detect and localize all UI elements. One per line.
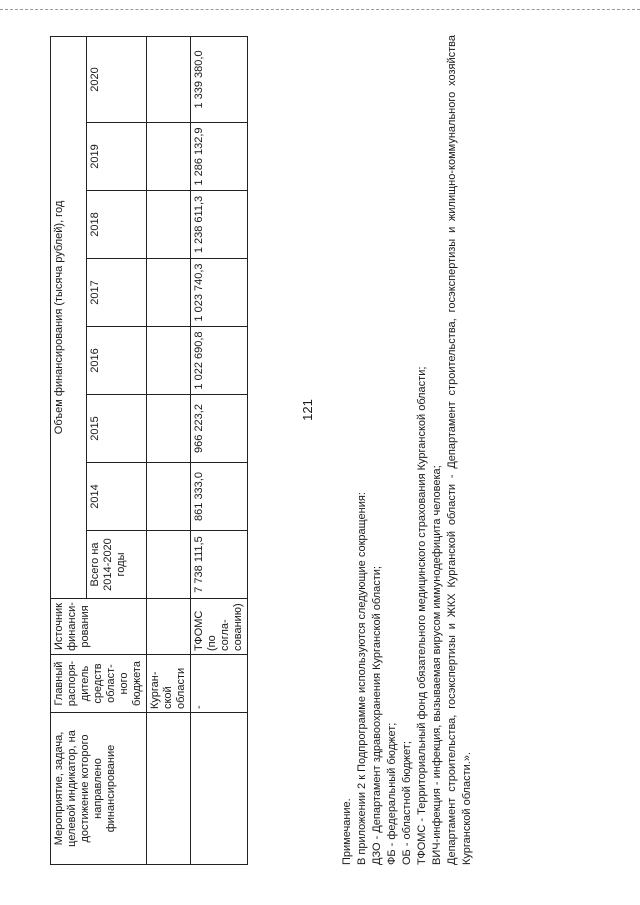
- table-cell: [147, 36, 191, 122]
- table-cell-value: 861 333,0: [191, 463, 248, 531]
- table-row: [147, 36, 191, 864]
- table-cell: [147, 259, 191, 327]
- header-year: 2018: [87, 191, 147, 259]
- header-year: 2017: [87, 259, 147, 327]
- notes-last: Департамент строительства, госэкспертизы и ЖКХ Курганской области - Департамент строительства, госэкспертизы и жилищно-коммунального хозяйства Курганской области.».: [446, 35, 473, 865]
- table-cell: [147, 713, 191, 865]
- header-year: 2016: [87, 327, 147, 395]
- table-cell: [147, 463, 191, 531]
- table-cell: [147, 327, 191, 395]
- table-cell: [147, 191, 191, 259]
- table-cell-value: 1 022 690,8: [191, 327, 248, 395]
- table-cell-value: 1 339 380,0: [191, 36, 248, 122]
- header-total: Всего на 2014-2020 годы: [87, 531, 147, 599]
- table-cell: -: [191, 655, 248, 713]
- notes-block: [340, 35, 475, 865]
- header-volume: Объем финансирования (тысяча рублей), год: [51, 36, 87, 598]
- header-manager: Главный распоря-дитель средств област-ного бюджета: [51, 655, 147, 713]
- table-cell: Курган-ской области: [147, 655, 191, 713]
- table-cell-value: 1 023 740,3: [191, 259, 248, 327]
- notes-line: ТФОМС - Территориальный фонд обязательного медицинского страхования Курганской области;: [416, 366, 428, 865]
- table-cell: [147, 123, 191, 191]
- table-cell-value: 1 238 611,3: [191, 191, 248, 259]
- notes-line: ДЗО - Департамент здравоохранения Курганской области;: [371, 566, 383, 865]
- header-source: Источник финанси-рования: [51, 599, 147, 655]
- notes-line: ВИЧ-инфекция - инфекция, вызываемая вирусом иммунодефицита человека;: [431, 465, 443, 865]
- table-cell-value: 966 223,2: [191, 395, 248, 463]
- table-cell: [147, 599, 191, 655]
- notes-line: ФБ - федеральный бюджет;: [386, 722, 398, 865]
- notes-intro: В приложении 2 к Подпрограмме используются следующие сокращения:: [356, 492, 368, 865]
- table-cell: [147, 395, 191, 463]
- header-measure: Мероприятие, задача, целевой индикатор, на достижение которого направлено финансирование: [51, 713, 147, 865]
- table-cell: ТФОМС (по согла-сованию): [191, 599, 248, 655]
- table-cell-total: 7 738 111,5: [191, 531, 248, 599]
- notes-title: Примечание.: [341, 798, 353, 865]
- table-row: [191, 36, 248, 864]
- page-number: 121: [300, 399, 315, 421]
- header-year: 2014: [87, 463, 147, 531]
- table-cell: [147, 531, 191, 599]
- rotated-page-content: [50, 30, 610, 865]
- header-year: 2019: [87, 123, 147, 191]
- table-cell-value: 1 286 132,9: [191, 123, 248, 191]
- table-header-row: [51, 36, 87, 864]
- table-cell: [191, 713, 248, 865]
- header-year: 2020: [87, 36, 147, 122]
- notes-line: ОБ - областной бюджет;: [401, 741, 413, 865]
- financing-table: [50, 36, 248, 865]
- page-top-rule: [0, 9, 640, 10]
- header-year: 2015: [87, 395, 147, 463]
